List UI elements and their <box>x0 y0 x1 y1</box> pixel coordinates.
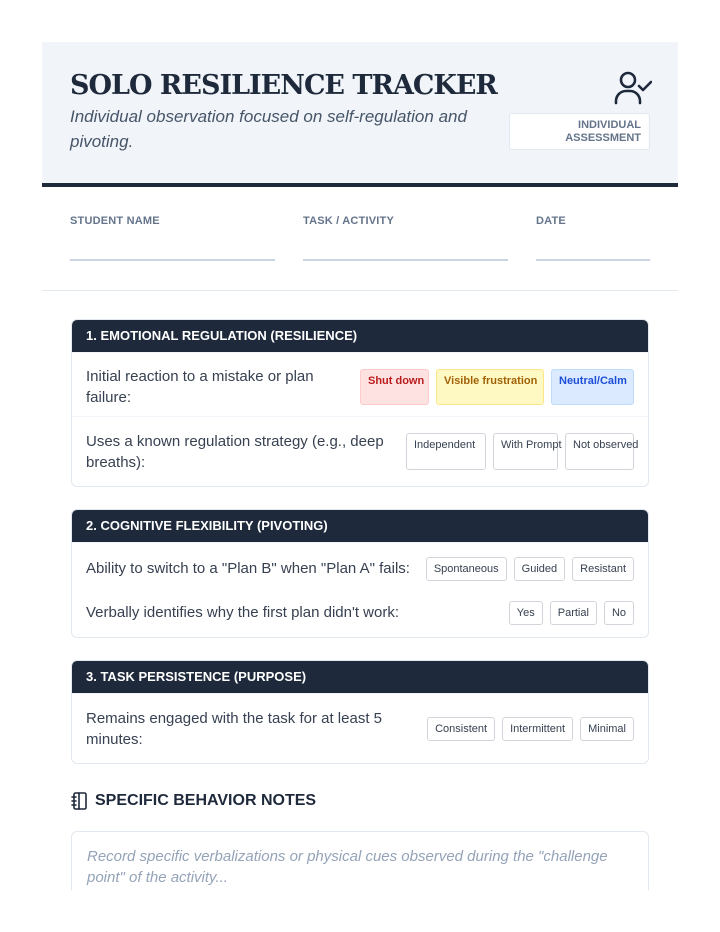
rating-options <box>426 557 634 581</box>
date-line[interactable] <box>536 259 650 261</box>
section-title: 3. TASK PERSISTENCE (PURPOSE) <box>72 661 648 693</box>
option-guided[interactable]: Guided <box>514 557 565 581</box>
criteria-text: Ability to switch to a "Plan B" when "Plan A" fails: <box>86 560 410 577</box>
option-neutral-calm[interactable]: Neutral/Calm <box>551 369 634 405</box>
option-visible-frustration[interactable]: Visible frustration <box>436 369 544 405</box>
section-cognitive-flexibility <box>71 509 649 638</box>
student-name-label: STUDENT NAME <box>70 215 160 227</box>
rating-options <box>360 369 634 405</box>
option-spontaneous[interactable]: Spontaneous <box>426 557 507 581</box>
task-activity-line[interactable] <box>303 259 508 261</box>
section-task-persistence <box>71 660 649 764</box>
notes-textarea[interactable] <box>71 831 649 890</box>
criteria-row <box>72 542 648 590</box>
student-name-field[interactable] <box>70 215 160 227</box>
section-title: 2. COGNITIVE FLEXIBILITY (PIVOTING) <box>72 510 648 542</box>
option-minimal[interactable]: Minimal <box>580 717 634 741</box>
criteria-row <box>72 693 648 763</box>
task-activity-label: TASK / ACTIVITY <box>303 215 394 227</box>
notes-title: SPECIFIC BEHAVIOR NOTES <box>95 792 317 809</box>
date-field[interactable] <box>536 215 566 227</box>
page-subtitle: Individual observation focused on self-regulation and pivoting. <box>70 107 467 151</box>
date-label: DATE <box>536 215 566 227</box>
option-independent[interactable]: Independent <box>406 433 486 470</box>
criteria-text: Verbally identifies why the first plan didn't work: <box>86 604 400 621</box>
criteria-row <box>72 416 648 486</box>
option-consistent[interactable]: Consistent <box>427 717 495 741</box>
student-name-line[interactable] <box>70 259 275 261</box>
criteria-text: Remains engaged with the task for at least 5 minutes: <box>86 710 383 748</box>
section-emotional-regulation <box>71 319 649 487</box>
criteria-row <box>72 590 648 637</box>
assessment-badge <box>509 113 650 150</box>
option-yes[interactable]: Yes <box>509 601 543 625</box>
option-no[interactable]: No <box>604 601 634 625</box>
notes-header <box>71 792 316 810</box>
option-not-observed[interactable]: Not observed <box>565 433 634 470</box>
section-title: 1. EMOTIONAL REGULATION (RESILIENCE) <box>72 320 648 352</box>
info-fields <box>42 191 678 291</box>
rating-options <box>406 433 639 470</box>
page-title: SOLO RESILIENCE TRACKER <box>70 70 497 101</box>
criteria-row <box>72 352 648 416</box>
option-with-prompt[interactable]: With Prompt <box>493 433 558 470</box>
task-activity-field[interactable] <box>303 215 394 227</box>
rating-options <box>509 601 634 625</box>
option-partial[interactable]: Partial <box>550 601 597 625</box>
option-intermittent[interactable]: Intermittent <box>502 717 573 741</box>
assessment-line-2: ASSESSMENT <box>565 132 641 144</box>
option-resistant[interactable]: Resistant <box>572 557 634 581</box>
notebook-icon <box>71 792 87 810</box>
criteria-text: Initial reaction to a mistake or plan failure: <box>86 368 314 406</box>
rating-options <box>427 717 634 741</box>
tracker-page <box>42 42 678 890</box>
option-shut-down[interactable]: Shut down <box>360 369 429 405</box>
notes-placeholder: Record specific verbalizations or physical cues observed during the "challenge point" of the activity... <box>87 848 608 886</box>
header <box>42 42 678 187</box>
criteria-text: Uses a known regulation strategy (e.g., deep breaths): <box>86 433 384 471</box>
assessment-line-1: INDIVIDUAL <box>578 119 641 131</box>
user-check-icon <box>614 70 652 106</box>
